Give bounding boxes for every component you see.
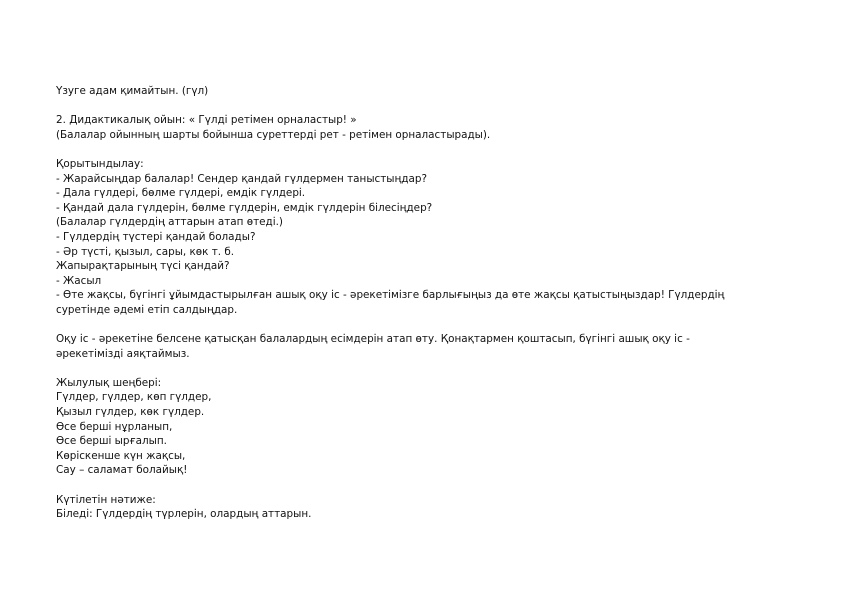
text-line: әрекетімізді аяқтаймыз.: [56, 347, 190, 360]
paragraph-gap: [56, 361, 786, 376]
paragraph-gap: [56, 318, 786, 333]
text-line: Жапырақтарының түсі қандай?: [56, 260, 230, 273]
poem-line: Сау – саламат болайық!: [56, 464, 188, 477]
game-title-line: 2. Дидактикалық ойын: « Гүлді ретімен орналастыр! »: [56, 114, 357, 127]
text-line: - Жасыл: [56, 274, 102, 287]
poem-line: Көріскенше күн жақсы,: [56, 449, 186, 462]
text-line: - Жарайсыңдар балалар! Сендер қандай гүлдермен таныстыңдар?: [56, 172, 428, 185]
game-instruction-line: (Балалар ойынның шарты бойынша суреттерді рет - ретімен орналастырады).: [56, 128, 491, 141]
text-line: - Дала гүлдері, бөлме гүлдері, емдік гүлдері.: [56, 187, 306, 200]
poem-line: Өсе берші ырғалып.: [56, 435, 167, 448]
paragraph-gap: [56, 478, 786, 493]
text-line: суретінде әдемі етіп салдыңдар.: [56, 303, 238, 316]
expected-result-heading: Күтілетін нәтиже:: [56, 493, 156, 506]
document-body: [56, 84, 786, 522]
text-line: - Гүлдердің түстері қандай болады?: [56, 230, 256, 243]
riddle-answer-line: Үзуге адам қимайтын. (гүл): [56, 85, 209, 97]
conclusion-heading: Қорытындылау:: [56, 157, 144, 170]
text-line: Оқу іс - әрекетіне белсене қатысқан балалардың есімдерін атап өту. Қонақтармен қоштасып, бүгінгі ашық оқу іс -: [56, 333, 690, 346]
paragraph-gap: [56, 142, 786, 157]
text-line: - Әр түсті, қызыл, сары, көк т. б.: [56, 245, 235, 258]
expected-result-line: Біледі: Гүлдердің түрлерін, олардың аттарын.: [56, 508, 312, 521]
poem-line: Гүлдер, гүлдер, көп гүлдер,: [56, 391, 212, 404]
text-line: (Балалар гүлдердің аттарын атап өтеді.): [56, 216, 283, 229]
text-line: - Қандай дала гүлдерін, бөлме гүлдерін, емдік гүлдерін білесіңдер?: [56, 201, 433, 214]
poem-line: Өсе берші нұрланып,: [56, 420, 173, 433]
paragraph-gap: [56, 99, 786, 114]
warmth-circle-heading: Жылулық шеңбері:: [56, 376, 162, 389]
text-line: - Өте жақсы, бүгінгі ұйымдастырылған ашық оқу іс - әрекетімізге барлығыңыз да өте жақсы қатыстыңыздар! Гүлдердің: [56, 289, 725, 302]
poem-line: Қызыл гүлдер, көк гүлдер.: [56, 406, 205, 419]
